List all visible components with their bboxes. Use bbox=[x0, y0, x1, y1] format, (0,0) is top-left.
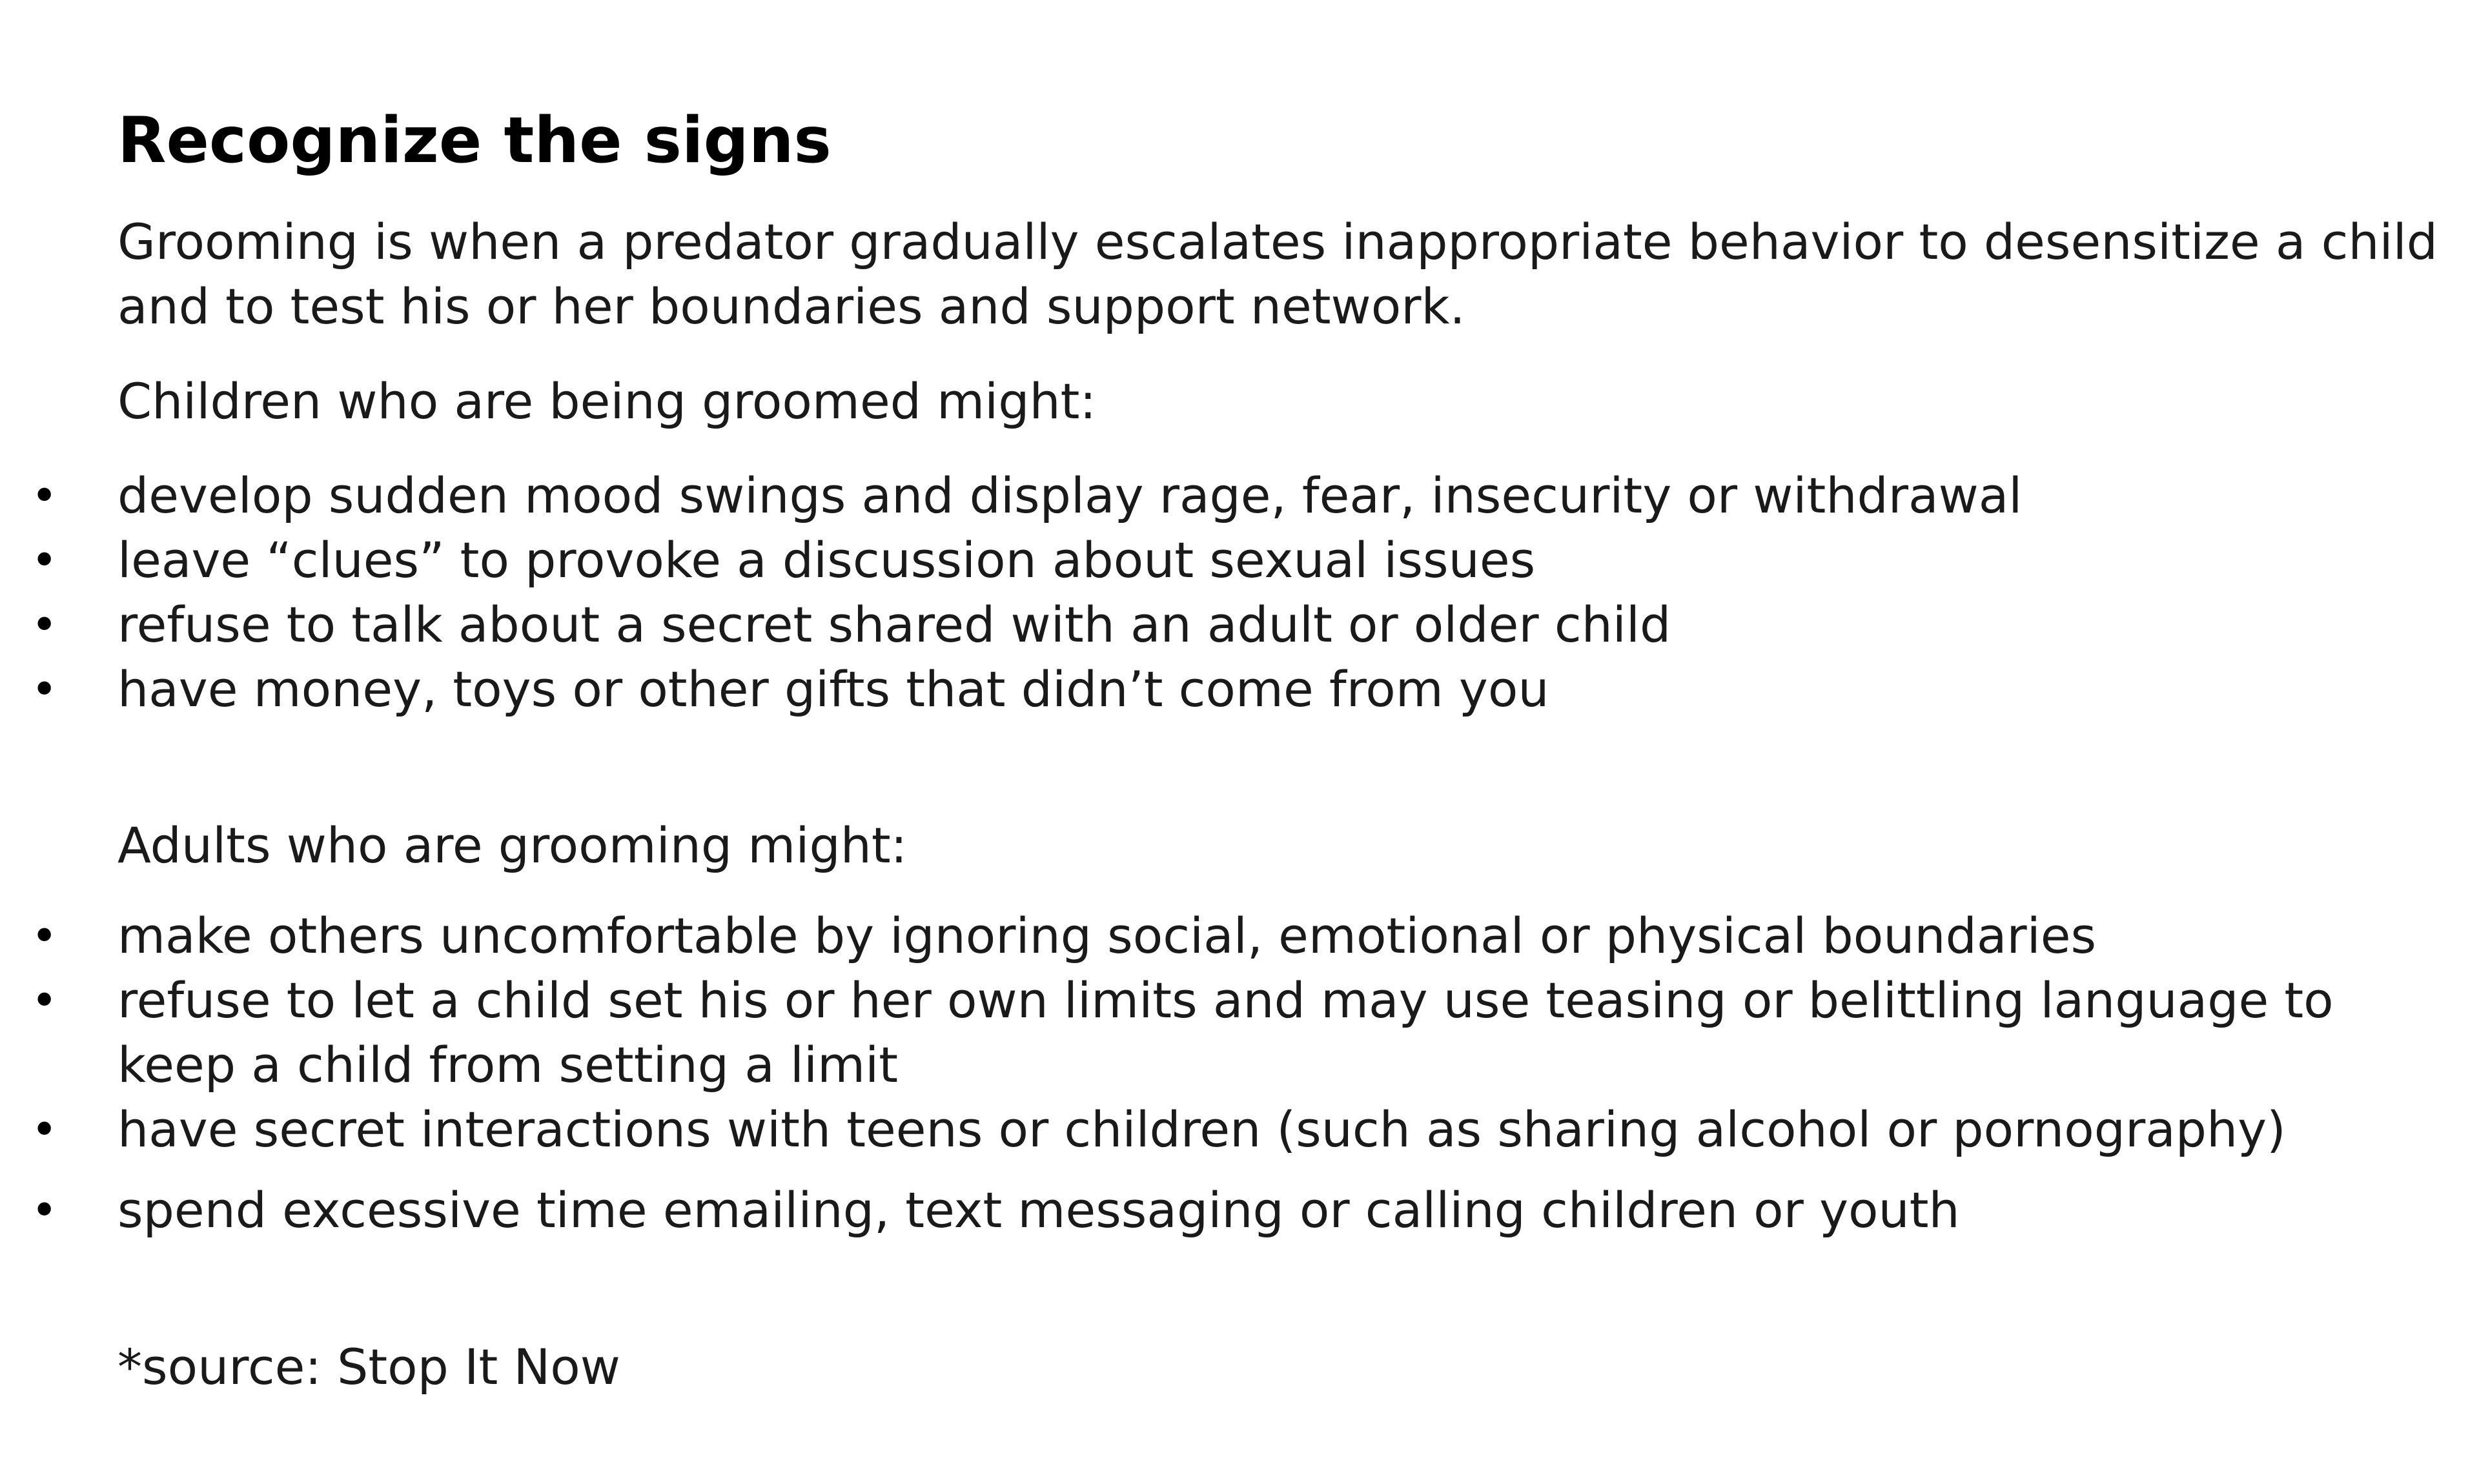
bullet-icon: • bbox=[31, 469, 58, 522]
source-citation: *source: Stop It Now bbox=[117, 1338, 620, 1396]
list-item bbox=[0, 657, 2460, 722]
list-item bbox=[0, 904, 2460, 968]
list-item-text: leave “clues” to provoke a discussion about sexual issues bbox=[117, 531, 1536, 589]
intro-paragraph: Grooming is when a predator gradually escalates inappropriate behavior to desensitize a child and to test his or her boundaries and support network. bbox=[117, 213, 2438, 335]
bullet-icon: • bbox=[31, 910, 58, 962]
adults-signs-list bbox=[0, 904, 2460, 1243]
list-item bbox=[0, 593, 2460, 657]
list-item-text: have money, toys or other gifts that didn’t come from you bbox=[117, 660, 1549, 718]
list-item-text: spend excessive time emailing, text messaging or calling children or youth bbox=[117, 1181, 1960, 1239]
bullet-icon: • bbox=[31, 534, 58, 587]
list-item bbox=[0, 1097, 2460, 1162]
bullet-icon: • bbox=[31, 1184, 58, 1237]
children-section-heading: Children who are being groomed might: bbox=[117, 372, 1097, 430]
adults-section-heading: Adults who are grooming might: bbox=[117, 817, 908, 874]
list-item bbox=[0, 463, 2460, 528]
children-signs-list bbox=[0, 463, 2460, 722]
list-item bbox=[0, 1178, 2460, 1243]
bullet-icon: • bbox=[31, 1103, 58, 1156]
list-item-text: refuse to talk about a secret shared with an adult or older child bbox=[117, 596, 1671, 653]
page-title: Recognize the signs bbox=[117, 104, 831, 178]
list-item-text: develop sudden mood swings and display rage, fear, insecurity or withdrawal bbox=[117, 467, 2023, 524]
list-item bbox=[0, 968, 2460, 1097]
bullet-icon: • bbox=[31, 598, 58, 651]
bullet-icon: • bbox=[31, 974, 58, 1027]
list-item-text: refuse to let a child set his or her own limits and may use teasing or belittling language to keep a child from setting a limit bbox=[117, 971, 2334, 1093]
bullet-icon: • bbox=[31, 663, 58, 716]
list-item-text: make others uncomfortable by ignoring social, emotional or physical boundaries bbox=[117, 907, 2097, 964]
list-item bbox=[0, 528, 2460, 593]
list-item-text: have secret interactions with teens or children (such as sharing alcohol or pornography) bbox=[117, 1101, 2286, 1158]
